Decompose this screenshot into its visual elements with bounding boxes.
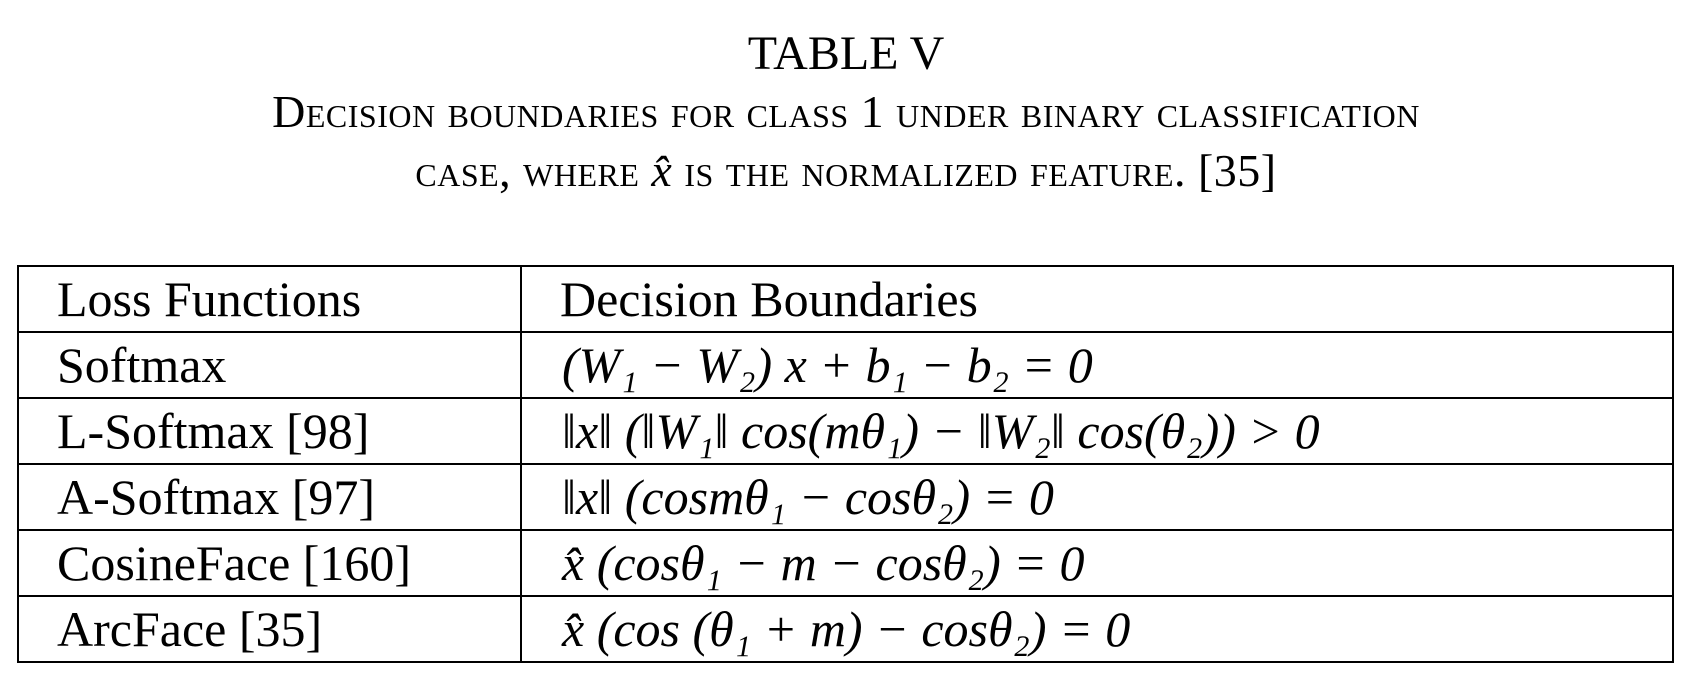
decision-boundary-cell: (W₁ − W₂) x + b₁ − b₂ = 0 bbox=[521, 332, 1673, 398]
header-decision-boundaries: Decision Boundaries bbox=[521, 266, 1673, 332]
loss-function-cell: A-Softmax [97] bbox=[18, 464, 521, 530]
caption-text-after: is the normalized feature. bbox=[672, 145, 1186, 196]
decision-boundary-cell: x̂ (cosθ₁ − m − cosθ₂) = 0 bbox=[521, 530, 1673, 596]
header-loss-functions: Loss Functions bbox=[18, 266, 521, 332]
loss-function-cell: Softmax bbox=[18, 332, 521, 398]
table-row bbox=[18, 596, 1673, 662]
table-caption-line-1: Decision boundaries for class 1 under binary classification bbox=[272, 86, 1420, 137]
caption-text-before: case, where bbox=[415, 145, 652, 196]
table-caption-line-2 bbox=[0, 145, 1692, 196]
table-header-row bbox=[18, 266, 1673, 332]
table-row bbox=[18, 530, 1673, 596]
loss-function-cell: ArcFace [35] bbox=[18, 596, 521, 662]
caption-reference: [35] bbox=[1185, 145, 1277, 196]
decision-boundary-cell: ‖x‖ (cosmθ₁ − cosθ₂) = 0 bbox=[521, 464, 1673, 530]
loss-function-cell: L-Softmax [98] bbox=[18, 398, 521, 464]
decision-boundary-cell: x̂ (cos (θ₁ + m) − cosθ₂) = 0 bbox=[521, 596, 1673, 662]
table-row bbox=[18, 464, 1673, 530]
table-number: TABLE V bbox=[747, 27, 945, 80]
table-row bbox=[18, 332, 1673, 398]
caption-math-symbol: x̂ bbox=[651, 145, 673, 196]
decision-boundary-cell: ‖x‖ (‖W₁‖ cos(mθ₁) − ‖W₂‖ cos(θ₂)) > 0 bbox=[521, 398, 1673, 464]
loss-function-cell: CosineFace [160] bbox=[18, 530, 521, 596]
table-row bbox=[18, 398, 1673, 464]
decision-boundaries-table bbox=[17, 265, 1674, 663]
